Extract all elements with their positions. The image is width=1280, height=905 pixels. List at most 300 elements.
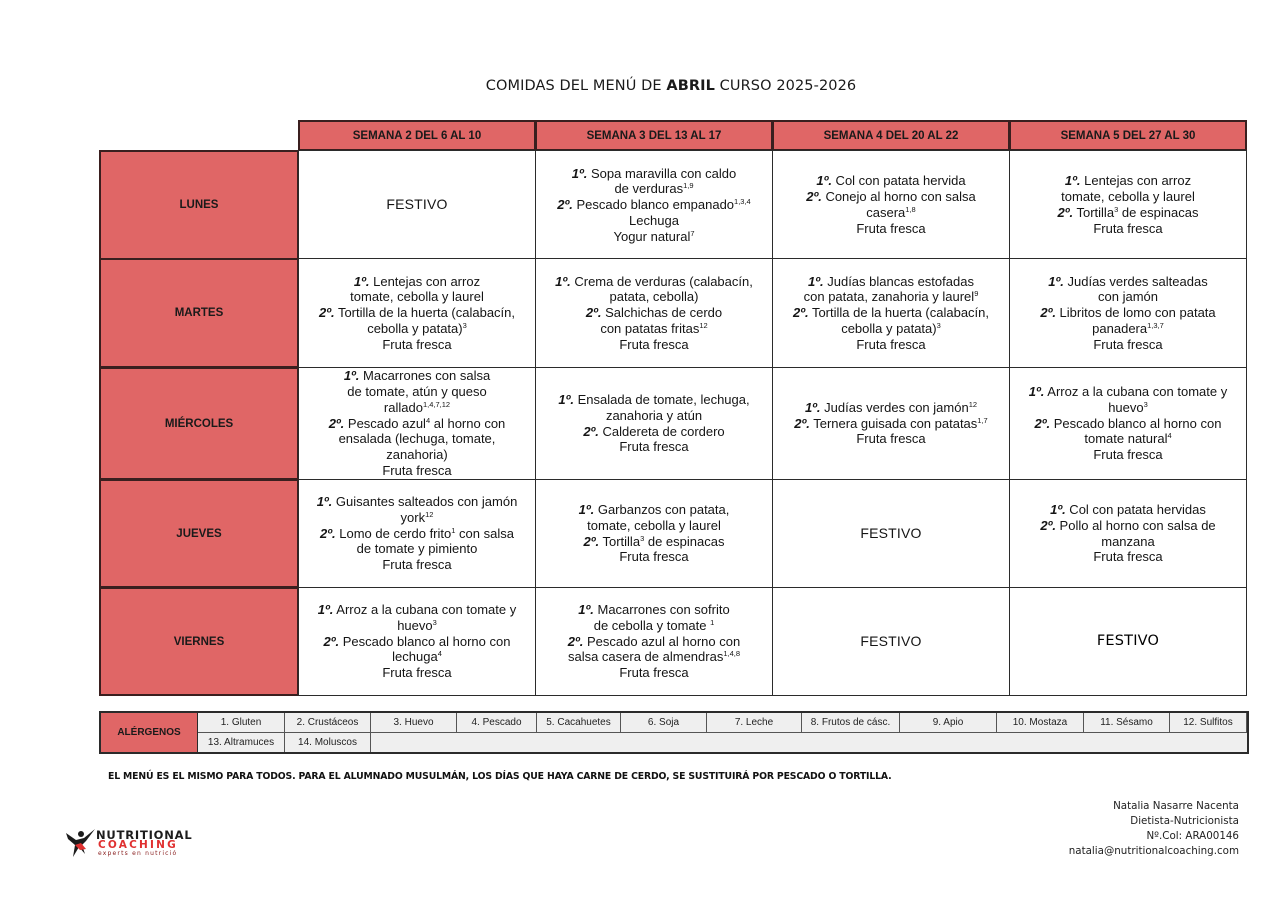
dish-text: de tomate y pimiento bbox=[356, 541, 478, 557]
dish-line bbox=[307, 447, 527, 463]
course-number bbox=[324, 634, 340, 649]
dish-text: zanahoria y atún bbox=[605, 407, 703, 423]
signature-block bbox=[1069, 799, 1239, 859]
dish-text: Fruta fresca bbox=[619, 336, 689, 352]
course-number-text: 1º. bbox=[555, 273, 571, 289]
course-number bbox=[318, 602, 334, 617]
course-number bbox=[584, 534, 600, 549]
dish-text: Fruta fresca bbox=[1093, 549, 1163, 565]
allergen-item: 3. Huevo bbox=[371, 713, 457, 733]
course-number bbox=[317, 494, 333, 509]
dish-line bbox=[1018, 400, 1238, 416]
course-number-text: 1º. bbox=[804, 399, 821, 415]
allergen-item: 13. Altramuces bbox=[198, 733, 285, 752]
dish-line bbox=[544, 502, 764, 518]
dish-text: de espinacas bbox=[1118, 205, 1199, 220]
allergen-codes: 3 bbox=[640, 533, 645, 543]
dish-text: Yogur natural bbox=[613, 228, 691, 244]
dish-text: Lomo de cerdo frito bbox=[335, 525, 452, 541]
dish-line bbox=[1018, 173, 1238, 189]
course-number-text: 1º. bbox=[1064, 173, 1081, 189]
dish-text: Tortilla bbox=[599, 533, 641, 549]
dish-line bbox=[781, 189, 1001, 205]
dish-line bbox=[781, 321, 1001, 337]
course-number bbox=[1050, 502, 1066, 517]
allergen-item: 1. Gluten bbox=[198, 713, 285, 733]
dish-line bbox=[307, 305, 527, 321]
dish-text: con patatas fritas bbox=[600, 320, 700, 336]
dish-line bbox=[307, 368, 527, 384]
holiday-label: FESTIVO bbox=[1096, 632, 1160, 649]
course-number-text: 2º. bbox=[567, 633, 584, 649]
dish-line bbox=[1018, 337, 1238, 353]
dish-line bbox=[307, 337, 527, 353]
course-number-text: 2º. bbox=[583, 533, 600, 549]
allergen-codes: 1,4,7,12 bbox=[422, 399, 451, 409]
allergen-codes: 3 bbox=[1143, 399, 1148, 409]
allergen-item: 6. Soja bbox=[621, 713, 707, 733]
dish-line bbox=[544, 181, 764, 197]
dish-text: cebolla y patata) bbox=[367, 320, 463, 336]
logo-line3: experts en nutrició bbox=[98, 850, 178, 857]
allergens-label: ALÉRGENOS bbox=[101, 713, 198, 752]
dish-line bbox=[307, 463, 527, 479]
signature-role: Dietista-Nutricionista bbox=[1130, 815, 1239, 827]
allergens-legend bbox=[99, 711, 1249, 754]
menu-cell bbox=[535, 479, 773, 588]
dish-text: Pescado blanco al horno con bbox=[339, 633, 511, 649]
dish-text: Crema de verduras (calabacín, bbox=[570, 273, 753, 289]
dish-line bbox=[307, 618, 527, 634]
dish-line bbox=[544, 549, 764, 565]
course-number bbox=[568, 634, 584, 649]
dish-text: Ensalada de tomate, lechuga, bbox=[573, 391, 750, 407]
allergen-codes: 12 bbox=[425, 509, 434, 519]
dish-text: Conejo al horno con salsa bbox=[821, 189, 976, 205]
menu-cell-content bbox=[307, 274, 527, 353]
menu-cell bbox=[298, 587, 536, 696]
course-number bbox=[572, 166, 588, 181]
signature-name: Natalia Nasarre Nacenta bbox=[1113, 800, 1239, 812]
course-number bbox=[329, 416, 345, 431]
dish-text: cebolla y patata) bbox=[841, 320, 937, 336]
page-title bbox=[0, 78, 1280, 94]
course-number-text: 2º. bbox=[794, 415, 810, 431]
dish-line bbox=[1018, 447, 1238, 463]
course-number bbox=[806, 189, 822, 204]
menu-cell-content bbox=[1018, 502, 1238, 565]
allergen-codes: 3 bbox=[1114, 205, 1119, 214]
dish-line bbox=[307, 510, 527, 526]
allergen-codes: 1,3,7 bbox=[1147, 320, 1164, 330]
dish-line bbox=[307, 602, 527, 618]
course-number-text: 1º. bbox=[571, 165, 588, 181]
dish-line bbox=[781, 400, 1001, 416]
menu-table bbox=[99, 120, 1248, 695]
course-number bbox=[1040, 518, 1056, 533]
course-number bbox=[1058, 205, 1074, 220]
course-number-text: 2º. bbox=[792, 305, 809, 321]
course-number-text: 1º. bbox=[1050, 501, 1066, 517]
dish-line bbox=[1018, 274, 1238, 290]
dish-line bbox=[307, 321, 527, 337]
course-number-text: 1º. bbox=[317, 602, 334, 617]
menu-cell bbox=[772, 479, 1010, 588]
menu-cell bbox=[772, 367, 1010, 480]
dish-text: Salchichas de cerdo bbox=[601, 305, 723, 321]
menu-cell-content bbox=[544, 274, 764, 353]
course-number bbox=[1065, 173, 1081, 188]
course-number-text: 2º. bbox=[1040, 517, 1056, 533]
allergen-codes: 9 bbox=[974, 289, 979, 299]
menu-cell-content bbox=[781, 526, 1001, 542]
course-number-text: 1º. bbox=[578, 501, 595, 517]
course-number bbox=[344, 368, 360, 383]
menu-cell-content bbox=[544, 166, 764, 245]
dish-line bbox=[781, 416, 1001, 432]
course-number-text: 1º. bbox=[816, 173, 832, 189]
logo-line1: NUTRITIONAL bbox=[96, 828, 193, 842]
dish-line bbox=[307, 541, 527, 557]
dish-text: Col con patata hervidas bbox=[1065, 501, 1206, 517]
dish-text: de tomate, atún y queso bbox=[347, 384, 487, 399]
dish-text: york bbox=[400, 509, 426, 525]
allergen-codes: 1 bbox=[451, 525, 456, 535]
dish-line bbox=[781, 173, 1001, 189]
dish-line bbox=[1018, 518, 1238, 534]
menu-cell bbox=[1009, 258, 1247, 368]
dish-text: Pescado azul bbox=[344, 415, 426, 431]
allergen-codes: 12 bbox=[699, 320, 708, 330]
course-number bbox=[319, 305, 335, 320]
menu-cell-content bbox=[781, 274, 1001, 353]
menu-cell bbox=[298, 150, 536, 260]
allergen-codes: 1,7 bbox=[977, 415, 988, 425]
holiday-label: FESTIVO bbox=[386, 196, 448, 213]
dish-text: salsa casera de almendras bbox=[567, 649, 724, 665]
dish-line bbox=[307, 289, 527, 305]
dish-line bbox=[544, 618, 764, 634]
allergen-codes: 3 bbox=[936, 320, 941, 330]
menu-cell bbox=[1009, 150, 1247, 260]
menu-cell-content bbox=[781, 400, 1001, 447]
menu-cell bbox=[535, 258, 773, 368]
menu-cell bbox=[298, 479, 536, 588]
dish-line bbox=[781, 337, 1001, 353]
menu-cell bbox=[1009, 367, 1247, 480]
dish-text: rallado bbox=[383, 399, 423, 415]
dish-line bbox=[544, 229, 764, 245]
dish-text: Fruta fresca bbox=[619, 665, 689, 681]
course-number-text: 2º. bbox=[323, 633, 340, 649]
day-label: VIERNES bbox=[99, 587, 299, 696]
dish-text: Fruta fresca bbox=[619, 549, 689, 565]
menu-cell bbox=[535, 587, 773, 696]
menu-cell bbox=[298, 367, 536, 480]
dish-text: huevo bbox=[397, 617, 433, 633]
dish-text: Fruta fresca bbox=[1093, 447, 1163, 463]
dish-text: con patata, zanahoria y laurel bbox=[803, 289, 975, 305]
dish-text: Arroz a la cubana con tomate y bbox=[333, 602, 517, 617]
dish-text: de espinacas bbox=[644, 533, 725, 549]
dish-text: Arroz a la cubana con tomate y bbox=[1044, 384, 1228, 399]
dish-text: con jamón bbox=[1098, 289, 1158, 305]
dish-line bbox=[1018, 321, 1238, 337]
dish-line bbox=[781, 431, 1001, 447]
signature-email[interactable]: natalia@nutritionalcoaching.com bbox=[1068, 845, 1239, 857]
dish-line bbox=[307, 400, 527, 416]
menu-cell-content bbox=[781, 634, 1001, 650]
dish-line bbox=[1018, 205, 1238, 221]
dish-text: Fruta fresca bbox=[382, 336, 452, 352]
dish-line bbox=[307, 526, 527, 542]
menu-cell bbox=[772, 150, 1010, 260]
dish-text: Fruta fresca bbox=[1093, 336, 1163, 352]
dish-line bbox=[781, 221, 1001, 237]
title-prefix: COMIDAS DEL MENÚ DE bbox=[485, 78, 667, 94]
allergen-item: 9. Apio bbox=[900, 713, 997, 733]
course-number bbox=[354, 274, 370, 289]
dish-line bbox=[544, 649, 764, 665]
dish-line bbox=[544, 634, 764, 650]
allergen-codes: 1,9 bbox=[683, 181, 694, 191]
dish-line bbox=[544, 602, 764, 618]
dish-text: Garbanzos con patata, bbox=[594, 501, 730, 517]
course-number bbox=[1029, 384, 1045, 399]
dish-text: Col con patata hervida bbox=[831, 173, 966, 189]
dish-text: lechuga bbox=[392, 649, 438, 665]
course-number bbox=[558, 392, 574, 407]
dish-line bbox=[1018, 549, 1238, 565]
logo-line2: COACHING bbox=[98, 839, 178, 851]
dish-line bbox=[544, 408, 764, 424]
menu-cell bbox=[772, 258, 1010, 368]
dish-line bbox=[544, 392, 764, 408]
dish-line bbox=[1018, 431, 1238, 447]
dish-line bbox=[1018, 534, 1238, 550]
menu-cell-content bbox=[307, 494, 527, 573]
dish-text: manzana bbox=[1101, 533, 1155, 549]
allergen-item: 2. Crustáceos bbox=[285, 713, 371, 733]
allergen-codes: 3 bbox=[432, 617, 437, 627]
dish-line bbox=[307, 274, 527, 290]
dish-line bbox=[307, 416, 527, 432]
signature-colegiado: Nº.Col: ARA00146 bbox=[1146, 830, 1239, 842]
menu-cell-content bbox=[307, 197, 527, 213]
menu-cell bbox=[1009, 587, 1247, 696]
dish-line bbox=[544, 534, 764, 550]
dish-line bbox=[544, 305, 764, 321]
allergen-item: 11. Sésamo bbox=[1084, 713, 1170, 733]
allergen-codes: 7 bbox=[690, 228, 695, 238]
course-number-text: 2º. bbox=[806, 189, 822, 205]
dish-line bbox=[307, 649, 527, 665]
dish-text: Judías verdes con jamón bbox=[820, 399, 969, 415]
dish-text: de cebolla y tomate bbox=[593, 617, 711, 633]
menu-cell-content bbox=[1018, 173, 1238, 236]
course-number bbox=[1040, 305, 1056, 320]
dish-text: Fruta fresca bbox=[856, 336, 926, 352]
menu-cell bbox=[535, 367, 773, 480]
menu-cell-content bbox=[544, 602, 764, 681]
dish-text: Fruta fresca bbox=[382, 462, 452, 478]
dish-text: panadera bbox=[1092, 320, 1148, 336]
allergen-codes: 4 bbox=[425, 415, 431, 425]
dish-text: tomate natural bbox=[1084, 431, 1168, 447]
allergen-codes: 1,3,4 bbox=[734, 197, 751, 207]
course-number bbox=[583, 424, 599, 439]
dish-text: Pescado blanco empanado bbox=[572, 197, 735, 213]
allergen-item: 7. Leche bbox=[707, 713, 802, 733]
course-number-text: 2º. bbox=[318, 305, 335, 321]
menu-cell bbox=[772, 587, 1010, 696]
course-number bbox=[808, 274, 824, 289]
dish-line bbox=[544, 518, 764, 534]
allergen-codes: 12 bbox=[968, 399, 978, 409]
dish-text: huevo bbox=[1108, 399, 1144, 415]
dish-text: tomate, cebolla y laurel bbox=[1061, 189, 1195, 205]
course-number-text: 2º. bbox=[557, 197, 573, 213]
menu-cell-content bbox=[781, 173, 1001, 236]
dish-text: patata, cebolla) bbox=[609, 289, 699, 305]
course-number bbox=[805, 400, 821, 415]
dish-text: Fruta fresca bbox=[382, 557, 452, 573]
dish-line bbox=[781, 274, 1001, 290]
nutritional-coaching-logo bbox=[64, 827, 193, 859]
dish-line bbox=[307, 431, 527, 447]
menu-cell-content bbox=[1018, 634, 1238, 650]
title-suffix: CURSO 2025-2026 bbox=[714, 78, 857, 94]
dish-text: Guisantes salteados con jamón bbox=[332, 494, 518, 509]
allergen-codes: 1 bbox=[710, 617, 715, 627]
dish-line bbox=[307, 665, 527, 681]
dish-text: Tortilla bbox=[1073, 205, 1115, 220]
allergen-codes: 3 bbox=[462, 320, 467, 330]
day-label: LUNES bbox=[99, 150, 299, 260]
dish-text: Tortilla de la huerta (calabacín, bbox=[808, 305, 989, 321]
course-number-text: 1º. bbox=[1048, 273, 1064, 289]
course-number bbox=[320, 526, 336, 541]
course-number bbox=[579, 502, 595, 517]
menu-cell bbox=[535, 150, 773, 260]
menu-cell-content bbox=[307, 368, 527, 479]
dish-line bbox=[1018, 384, 1238, 400]
dish-text: al horno con bbox=[430, 415, 506, 431]
dish-line bbox=[544, 197, 764, 213]
course-number-text: 2º. bbox=[1057, 205, 1074, 220]
menu-cell bbox=[1009, 479, 1247, 588]
course-number-text: 1º. bbox=[316, 494, 333, 509]
course-number-text: 1º. bbox=[353, 273, 370, 289]
dish-line bbox=[307, 384, 527, 400]
dish-line bbox=[544, 439, 764, 455]
dish-text: casera bbox=[866, 205, 906, 220]
course-number bbox=[1035, 416, 1051, 431]
dish-text: Ternera guisada con patatas bbox=[809, 415, 978, 431]
dish-text: con salsa bbox=[455, 525, 514, 541]
dish-text: Lechuga bbox=[629, 212, 679, 228]
dish-text: Judías blancas estofadas bbox=[823, 273, 974, 289]
dish-text: Lentejas con arroz bbox=[1080, 173, 1192, 189]
course-number-text: 2º. bbox=[583, 423, 599, 439]
allergen-item: 10. Mostaza bbox=[997, 713, 1084, 733]
allergen-item: 12. Sulfitos bbox=[1170, 713, 1247, 733]
holiday-label: FESTIVO bbox=[860, 524, 922, 541]
allergen-item: 4. Pescado bbox=[457, 713, 537, 733]
week-header: SEMANA 4 DEL 20 AL 22 bbox=[772, 120, 1010, 151]
dish-line bbox=[544, 166, 764, 182]
menu-cell-content bbox=[544, 392, 764, 455]
dish-line bbox=[544, 321, 764, 337]
course-number-text: 2º. bbox=[1034, 415, 1051, 431]
dish-text: Libritos de lomo con patata bbox=[1055, 305, 1216, 321]
course-number-text: 2º. bbox=[585, 305, 602, 321]
dish-line bbox=[307, 494, 527, 510]
course-number-text: 1º. bbox=[558, 391, 574, 407]
menu-note: EL MENÚ ES EL MISMO PARA TODOS. PARA EL ALUMNADO MUSULMÁN, LOS DÍAS QUE HAYA CARNE DE CERDO, SE SUSTITUIRÁ POR PESCADO O TORTILLA. bbox=[108, 771, 892, 782]
course-number-text: 1º. bbox=[1028, 384, 1045, 399]
dish-text: Lentejas con arroz bbox=[369, 273, 481, 289]
menu-cell-content bbox=[1018, 274, 1238, 353]
course-number bbox=[578, 602, 594, 617]
dish-text: Tortilla de la huerta (calabacín, bbox=[334, 305, 515, 321]
dish-line bbox=[1018, 416, 1238, 432]
dish-text: Fruta fresca bbox=[382, 665, 452, 681]
holiday-label: FESTIVO bbox=[860, 632, 922, 649]
dish-text: Caldereta de cordero bbox=[598, 423, 725, 439]
dish-line bbox=[544, 665, 764, 681]
course-number bbox=[794, 416, 810, 431]
dish-line bbox=[544, 337, 764, 353]
menu-cell-content bbox=[544, 502, 764, 565]
dish-text: tomate, cebolla y laurel bbox=[587, 517, 721, 533]
allergen-codes: 1,4,8 bbox=[723, 649, 741, 659]
day-label: JUEVES bbox=[99, 479, 299, 588]
course-number-text: 2º. bbox=[328, 415, 345, 431]
dish-line bbox=[1018, 305, 1238, 321]
dish-text: Pescado blanco al horno con bbox=[1050, 415, 1222, 431]
dish-line bbox=[1018, 502, 1238, 518]
day-label: MARTES bbox=[99, 258, 299, 368]
course-number bbox=[816, 173, 832, 188]
dish-text: Macarrones con sofrito bbox=[593, 602, 730, 617]
course-number-text: 2º. bbox=[1040, 305, 1056, 321]
course-number bbox=[557, 197, 573, 212]
week-header: SEMANA 2 DEL 6 AL 10 bbox=[298, 120, 536, 151]
menu-cell bbox=[298, 258, 536, 368]
allergen-item: 5. Cacahuetes bbox=[537, 713, 621, 733]
course-number-text: 2º. bbox=[320, 525, 336, 541]
allergen-item: 14. Moluscos bbox=[285, 733, 371, 752]
dish-text: Judías verdes salteadas bbox=[1063, 273, 1208, 289]
dish-line bbox=[1018, 189, 1238, 205]
dish-line bbox=[544, 274, 764, 290]
dish-line bbox=[1018, 289, 1238, 305]
dish-text: Fruta fresca bbox=[1093, 220, 1163, 236]
dish-text: Pescado azul al horno con bbox=[583, 633, 741, 649]
dish-text: Fruta fresca bbox=[619, 439, 689, 455]
title-month: ABRIL bbox=[666, 78, 715, 94]
dish-text: de verduras bbox=[614, 181, 684, 197]
course-number-text: 1º. bbox=[343, 368, 360, 384]
week-header: SEMANA 3 DEL 13 AL 17 bbox=[535, 120, 773, 151]
runner-figure-icon bbox=[64, 827, 98, 859]
dish-text: tomate, cebolla y laurel bbox=[350, 289, 484, 305]
allergen-codes: 4 bbox=[1167, 431, 1172, 441]
allergen-codes: 4 bbox=[437, 649, 442, 659]
dish-line bbox=[544, 289, 764, 305]
course-number bbox=[1048, 274, 1064, 289]
